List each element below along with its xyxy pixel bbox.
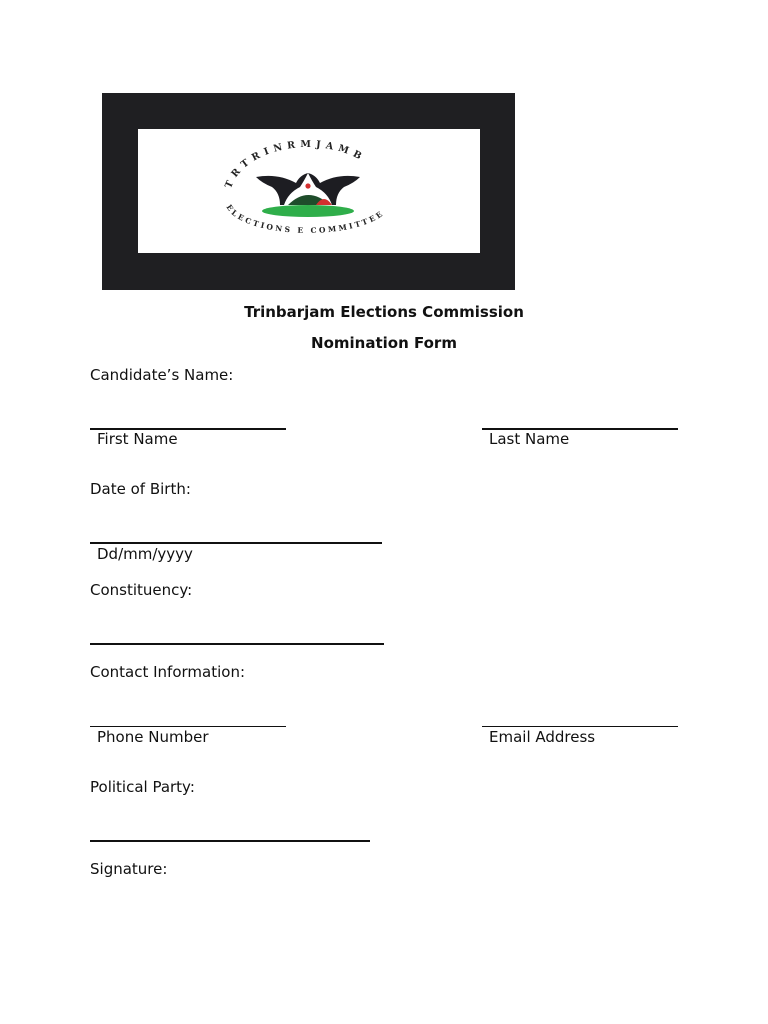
form-title: Nomination Form [311,334,457,352]
logo-panel [138,129,480,253]
org-name: Trinbarjam Elections Commission [244,303,524,321]
commission-seal-icon [138,129,480,253]
email-field[interactable] [482,726,678,727]
seal-ground-shape [262,205,354,217]
seal-ring-text-bottom: ELECTIONS E COMMITTEE [224,202,387,236]
logo-frame [102,93,515,290]
constituency-field[interactable] [90,643,384,645]
first-name-caption: First Name [97,430,178,448]
contact-label: Contact Information: [90,663,246,681]
phone-caption: Phone Number [97,728,209,746]
seal-red-dot-shape [305,183,310,188]
last-name-caption: Last Name [489,430,570,448]
party-label: Political Party: [90,778,195,796]
dob-label: Date of Birth: [90,480,191,498]
seal-ring-text-top: TRTRINRMJAMB [223,138,368,191]
party-field[interactable] [90,840,370,842]
signature-label: Signature: [90,860,168,878]
candidate-name-label: Candidate’s Name: [90,366,234,384]
dob-field[interactable] [90,542,382,544]
constituency-label: Constituency: [90,581,193,599]
email-caption: Email Address [489,728,596,746]
phone-field[interactable] [90,726,286,727]
dob-caption: Dd/mm/yyyy [97,545,193,563]
